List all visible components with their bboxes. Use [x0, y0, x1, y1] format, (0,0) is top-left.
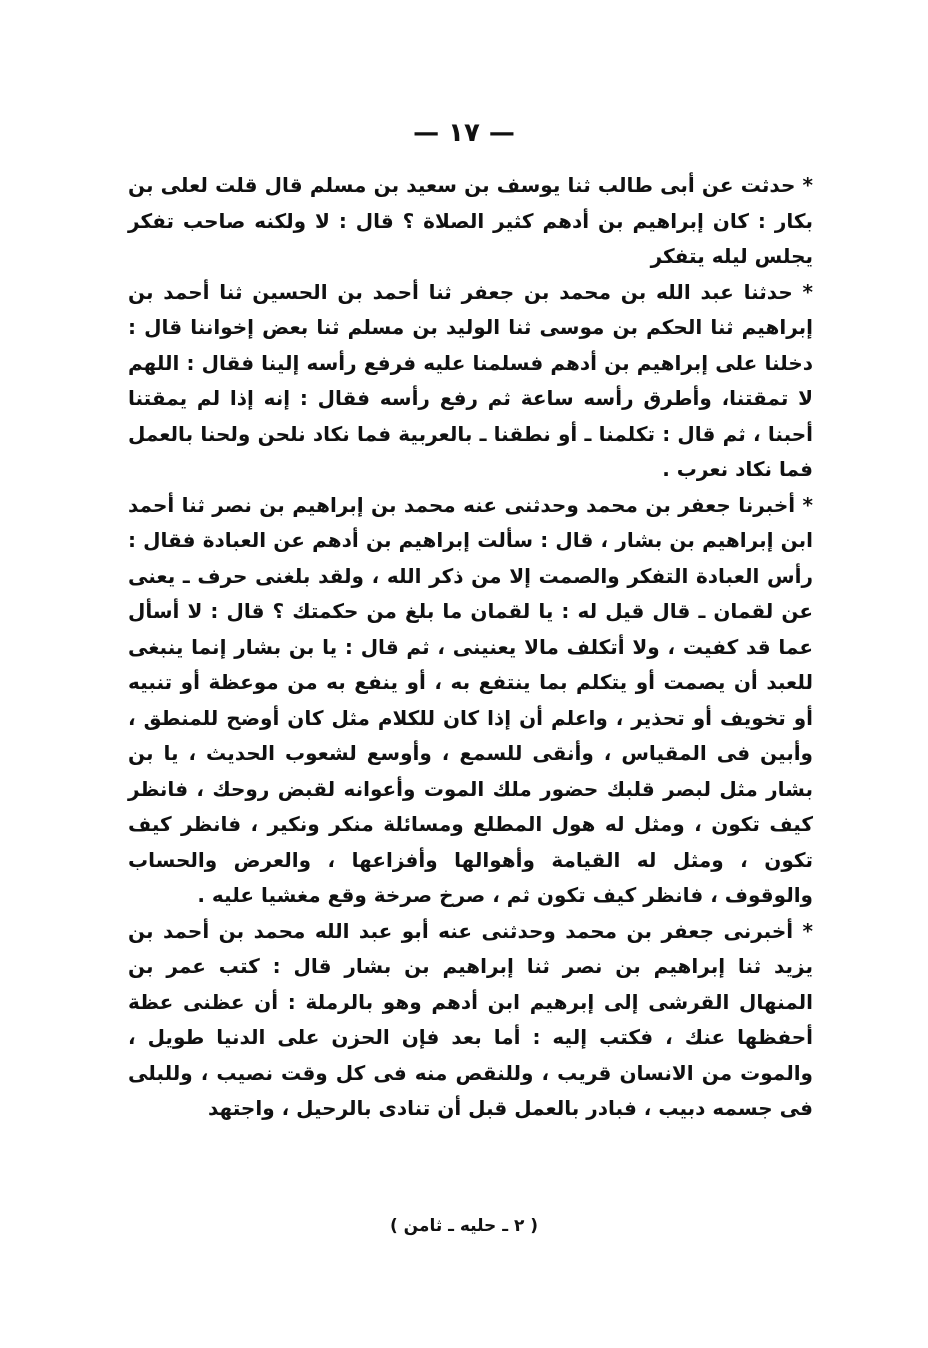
- paragraph: * أخبرنا جعفر بن محمد وحدثنى عنه محمد بن إبراهيم بن نصر ثنا أحمد ابن إبراهيم بن بشار ، قال : سألت إبراهيم بن أدهم عن العبادة فقال : رأس العبادة التفكر والصمت إلا من ذكر الله ، ولقد بلغنى حرف ـ يعنى عن لقمان ـ قال قيل له : يا لقمان ما بلغ من حكمتك ؟ قال : لا أسأل عما قد كفيت ، ولا أتكلف مالا يعنينى ، ثم قال : يا بن بشار إنما ينبغى للعبد أن يصمت أو يتكلم بما ينتفع به ، أو ينفع به من موعظة أو تنبيه أو تخويف أو تحذير ، واعلم أن إذا كان للكلام مثل كان أوضح للمنطق ، وأبين فى المقياس ، وأنقى للسمع ، وأوسع لشعوب الحديث ، يا بن بشار مثل لبصر قلبك حضور ملك الموت وأعوانه لقبض روحك ، فانظر كيف تكون ، ومثل له هول المطلع ومسائلة منكر ونكير ، فانظر كيف تكون ، ومثل له القيامة وأهوالها وأفزاعها ، والعرض والحساب والوقوف ، فانظر كيف تكون ثم ، صرخ صرخة وقع مغشيا عليه .: [128, 492, 813, 907]
- paragraph: * حدثنا عبد الله بن محمد بن جعفر ثنا أحمد بن الحسين ثنا أحمد بن إبراهيم ثنا الحكم بن موسى ثنا الوليد بن مسلم ثنا بعض إخواننا قال : دخلنا على إبراهيم بن أدهم فسلمنا عليه فرفع رأسه إلينا فقال : اللهم لا تمقتنا، وأطرق رأسه ساعة ثم رفع رأسه فقال : إنه إذا لم يمقتنا أحبنا ، ثم قال : تكلمنا ـ أو نطقنا ـ بالعربية فما نكاد نلحن ولحنا بالعمل فما نكاد نعرب .: [128, 279, 813, 481]
- paragraph: * حدثت عن أبى طالب ثنا يوسف بن سعيد بن مسلم قال قلت لعلى بن بكار : كان إبراهيم بن أدهم كثير الصلاة ؟ قال : لا ولكنه صاحب تفكر يجلس ليله يتفكر: [128, 173, 813, 268]
- paragraph: * أخبرنى جعفر بن محمد وحدثنى عنه أبو عبد الله محمد بن أحمد بن يزيد ثنا إبراهيم بن نصر ثنا إبراهيم بن بشار قال : كتب عمر بن المنهال القرشى إلى إبرهيم ابن أدهم وهو بالرملة : أن عظنى عظة أحفظها عنك ، فكتب إليه : أما بعد فإن الحزن على الدنيا طويل ، والموت من الانسان قريب ، وللنقص منه فى كل وقت نصيب ، وللبلى فى جسمه دبيب ، فبادر بالعمل قبل أن تنادى بالرحيل ، واجتهد: [128, 918, 813, 1120]
- body-text: [128, 168, 813, 1127]
- signature-mark: ( ٢ ـ حليه ـ ثامن ): [389, 1216, 539, 1236]
- page-number: — ١٧ —: [413, 118, 515, 148]
